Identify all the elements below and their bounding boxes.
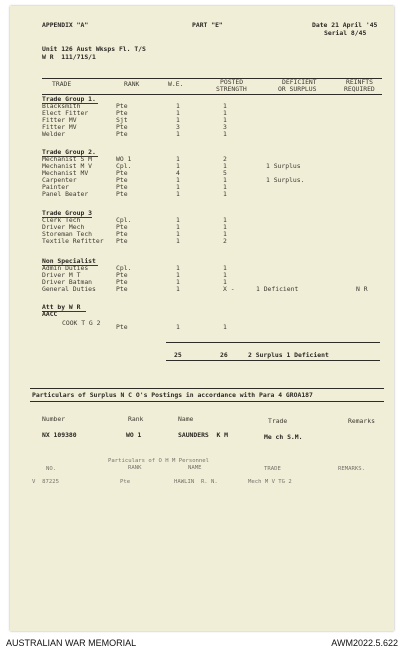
posted-cell: 2 [223, 237, 227, 245]
rank-cell: Cpl. [116, 162, 132, 170]
posted-cell: 1 [223, 271, 227, 279]
posted-cell: 1 [223, 176, 227, 184]
we-cell: 3 [176, 123, 180, 131]
surplus-name: SAUNDERS K M [178, 431, 229, 439]
we-cell: 1 [176, 285, 180, 293]
ohm-col-rank: RANK [128, 465, 142, 471]
posted-cell: 1 [223, 278, 227, 286]
attached-title: Att by W R [42, 303, 81, 311]
group-title: Trade Group 2. [42, 148, 96, 156]
we-cell: 4 [176, 169, 180, 177]
trade-cell: Driver Batman [42, 278, 93, 286]
posted-cell: 1 [223, 230, 227, 238]
posted-cell: 3 [223, 123, 227, 131]
group-title: Trade Group 1. [42, 95, 96, 103]
surplus-trade: Me ch S.M. [264, 433, 303, 441]
rank-cell: Pte [116, 169, 128, 177]
we-cell: 1 [176, 216, 180, 224]
we-cell: 1 [176, 116, 180, 124]
col-posted-1: POSTED [220, 78, 244, 86]
group-title: Trade Group 3 [42, 209, 93, 217]
surplus-col-number: Number [42, 415, 66, 423]
part-label: PART "E" [192, 21, 223, 29]
rank-cell: Cpl. [116, 264, 132, 272]
we-cell: 1 [176, 237, 180, 245]
posted-cell: 1 [223, 264, 227, 272]
rank-cell: Pte [116, 285, 128, 293]
we-cell: 1 [176, 190, 180, 198]
col-reinfts-1: REINFTS [346, 78, 373, 86]
trade-cell: Welder [42, 130, 66, 138]
posted-cell: 1 [223, 223, 227, 231]
ohm-name: HAWLIN R. N. [174, 479, 218, 485]
col-deficient-2: OR SURPLUS [278, 85, 317, 93]
trade-cell: Driver M T [42, 271, 81, 279]
deficient-surplus-cell: 1 Deficient [256, 285, 299, 293]
trade-cell: Fitter MV [42, 116, 77, 124]
col-trade: TRADE [52, 80, 72, 88]
we-cell: 1 [176, 109, 180, 117]
surplus-number: NX 109380 [42, 431, 77, 439]
we-cell: 1 [176, 271, 180, 279]
rank-cell: Sjt [116, 116, 128, 124]
rank-cell: Pte [116, 230, 128, 238]
we-cell: 1 [176, 102, 180, 110]
col-we: W.E. [168, 80, 184, 88]
surplus-rank: WO 1 [126, 431, 142, 439]
posted-cell: 1 [223, 216, 227, 224]
posted-cell: 5 [223, 169, 227, 177]
surplus-top-rule [30, 388, 384, 389]
attached-unit: AACC [42, 310, 58, 318]
posted-cell: 1 [223, 102, 227, 110]
we-cell: 1 [176, 155, 180, 163]
ohm-trade: Mech M V TG 2 [248, 479, 292, 485]
trade-cell: Clerk Tech [42, 216, 81, 224]
col-rank: RANK [124, 80, 140, 88]
we-cell: 1 [176, 183, 180, 191]
ohm-heading: Particulars of O H M Personnel [108, 458, 210, 464]
trade-cell: Mechanist S M [42, 155, 93, 163]
surplus-bottom-rule [30, 401, 384, 402]
archive-reference: AWM2022.5.622 [331, 638, 398, 648]
posted-cell: 2 [223, 155, 227, 163]
rank-cell: Pte [116, 190, 128, 198]
rank-cell: Pte [116, 123, 128, 131]
surplus-col-name: Name [178, 415, 194, 423]
trade-cell: Blacksmith [42, 102, 81, 110]
rank-cell: Pte [116, 109, 128, 117]
trade-cell: Elect Fitter [42, 109, 89, 117]
trade-cell: Admin Duties [42, 264, 89, 272]
reference-label: W R 111/71S/1 [42, 53, 96, 61]
document-page [10, 6, 394, 631]
trade-cell: Storeman Tech [42, 230, 93, 238]
posted-cell: X - [223, 285, 235, 293]
ohm-col-remarks: REMARKS. [338, 466, 365, 472]
posted-cell: 1 [223, 162, 227, 170]
reinfts-cell: N R [356, 285, 368, 293]
deficient-surplus-cell: 1 Surplus [266, 162, 301, 170]
rank-cell: WO 1 [116, 155, 132, 163]
we-cell: 1 [176, 323, 180, 331]
trade-cell: Mechanist MV [42, 169, 89, 177]
we-cell: 1 [176, 162, 180, 170]
we-cell: 1 [176, 278, 180, 286]
surplus-heading: Particulars of Surplus N C O's Postings in accordance with Para 4 GROA187 [32, 391, 313, 399]
total-deficient-surplus: 2 Surplus 1 Deficient [248, 351, 329, 359]
trade-cell: General Duties [42, 285, 96, 293]
ohm-col-trade: TRADE [264, 466, 281, 472]
unit-label: Unit 126 Aust Wksps Fl. T/S [42, 45, 146, 53]
posted-cell: 1 [223, 183, 227, 191]
appendix-label: APPENDIX "A" [42, 21, 89, 29]
posted-cell: 1 [223, 190, 227, 198]
archive-footer [0, 633, 404, 653]
rank-cell: Pte [116, 176, 128, 184]
we-cell: 1 [176, 223, 180, 231]
col-deficient-1: DEFICIENT [282, 78, 317, 86]
surplus-col-rank: Rank [128, 415, 144, 423]
totals-bottom-rule [166, 360, 380, 361]
ohm-rank: Pte [120, 479, 131, 485]
total-posted: 26 [220, 351, 228, 359]
trade-cell: Driver Mech [42, 223, 85, 231]
surplus-col-trade: Trade [268, 417, 288, 425]
totals-top-rule [166, 342, 380, 343]
posted-cell: 1 [223, 116, 227, 124]
posted-cell: 1 [223, 130, 227, 138]
we-cell: 1 [176, 130, 180, 138]
rank-cell: Pte [116, 237, 128, 245]
ohm-col-no: NO. [46, 466, 57, 472]
posted-cell: 1 [223, 109, 227, 117]
trade-cell: Textile Refitter [42, 237, 104, 245]
table-top-rule [42, 78, 382, 79]
trade-cell: Carpenter [42, 176, 77, 184]
rank-cell: Pte [116, 183, 128, 191]
archive-name: AUSTRALIAN WAR MEMORIAL [6, 638, 137, 648]
we-cell: 1 [176, 176, 180, 184]
deficient-surplus-cell: 1 Surplus. [266, 176, 305, 184]
ohm-col-name: NAME [188, 465, 202, 471]
rank-cell: Pte [116, 271, 128, 279]
rank-cell: Pte [116, 102, 128, 110]
rank-cell: Pte [116, 130, 128, 138]
ohm-no: V 87225 [32, 479, 59, 485]
total-we: 25 [174, 351, 182, 359]
trade-cell: COOK T G 2 [62, 319, 101, 327]
col-posted-2: STRENGTH [216, 85, 247, 93]
rank-cell: Cpl. [116, 216, 132, 224]
rank-cell: Pte [116, 223, 128, 231]
date-label: Date 21 April '45 [312, 21, 378, 29]
rank-cell: Pte [116, 323, 128, 331]
posted-cell: 1 [223, 323, 227, 331]
trade-cell: Fitter MV [42, 123, 77, 131]
serial-label: Serial 8/45 [324, 29, 367, 37]
we-cell: 1 [176, 230, 180, 238]
trade-cell: Panel Beater [42, 190, 89, 198]
we-cell: 1 [176, 264, 180, 272]
trade-cell: Painter [42, 183, 69, 191]
surplus-col-remarks: Remarks [348, 417, 375, 425]
rank-cell: Pte [116, 278, 128, 286]
trade-cell: Mechanist M V [42, 162, 93, 170]
col-reinfts-2: REQUIRED [344, 85, 375, 93]
group-title: Non Specialist [42, 257, 96, 265]
